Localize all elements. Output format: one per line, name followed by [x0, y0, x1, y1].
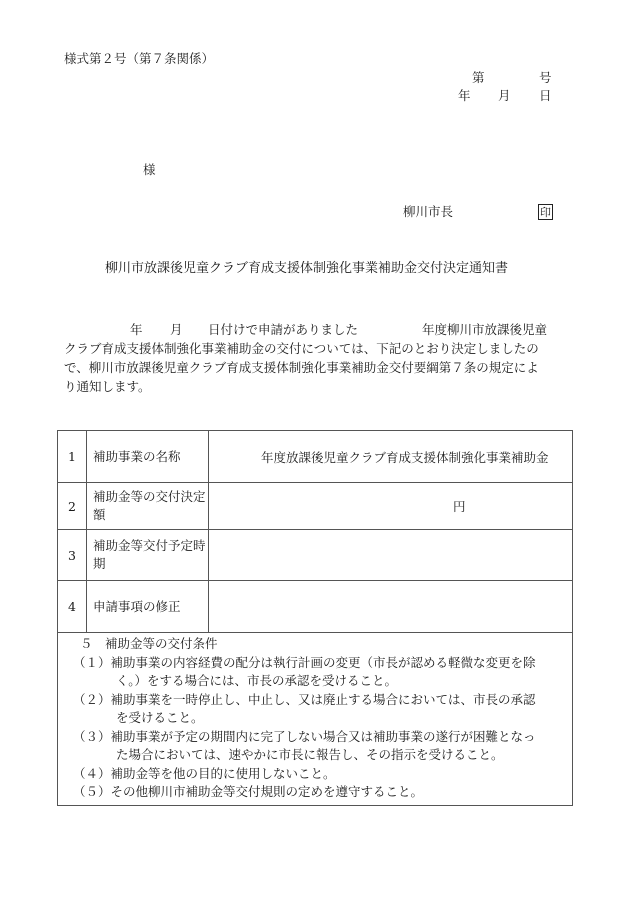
row-number: 1 — [58, 431, 87, 482]
body-dated-phrase: 日付けで申請がありました — [208, 322, 359, 337]
row-label: 補助金等交付予定時期 — [86, 530, 209, 580]
document-title: 柳川市放課後児童クラブ育成支援体制強化事業補助金交付決定通知書 — [105, 261, 509, 276]
date-year-label: 年 — [458, 88, 471, 103]
table-row — [58, 530, 572, 581]
body-year-label: 年 — [130, 322, 143, 337]
row-label: 申請事項の修正 — [86, 581, 209, 632]
date-month-label: 月 — [498, 88, 511, 103]
condition-item-1: （１）補助事業の内容経費の配分は執行計画の変更（市長が認める軽微な変更を除 — [73, 655, 536, 670]
condition-item-3: （３）補助事業が予定の期間内に完了しない場合又は補助事業の遂行が困難となっ — [73, 729, 536, 744]
document-number-label: 第 — [472, 70, 485, 85]
issuer-title: 柳川市長 — [403, 204, 454, 219]
row-value — [209, 530, 572, 580]
grant-amount-unit: 円 — [453, 499, 466, 514]
body-fiscal-phrase: 年度柳川市放課後児童 — [422, 322, 548, 337]
form-number: 様式第２号（第７条関係） — [64, 51, 215, 66]
condition-item-5: （５）その他柳川市補助金等交付規則の定めを遵守すること。 — [73, 784, 424, 799]
condition-item-3-continued: た場合においては、速やかに市長に報告し、その指示を受けること。 — [116, 747, 504, 762]
condition-item-4: （４）補助金等を他の目的に使用しないこと。 — [73, 766, 336, 781]
condition-item-2-continued: を受けること。 — [116, 710, 204, 725]
table-row — [58, 431, 572, 483]
seal-mark: 印 — [540, 205, 551, 219]
document-number-suffix: 号 — [539, 70, 552, 85]
row-value — [209, 431, 572, 482]
table-row — [58, 581, 572, 633]
row-value — [209, 483, 572, 529]
row-number: 3 — [58, 530, 87, 580]
body-paragraph-line-3: で、柳川市放課後児童クラブ育成支援体制強化事業補助金交付要綱第７条の規定によ — [64, 360, 539, 375]
row-number: 4 — [58, 581, 87, 632]
row-label: 補助事業の名称 — [86, 431, 209, 482]
table-row — [58, 483, 572, 530]
row-value — [209, 581, 572, 632]
project-name-value: 年度放課後児童クラブ育成支援体制強化事業補助金 — [261, 449, 549, 465]
condition-item-2: （２）補助事業を一時停止し、中止し、又は廃止する場合においては、市長の承認 — [73, 692, 536, 707]
conditions-heading: ５ 補助金等の交付条件 — [80, 636, 218, 651]
date-day-label: 日 — [539, 88, 552, 103]
body-paragraph-line-4: り通知します。 — [64, 379, 151, 394]
addressee-honorific: 様 — [143, 162, 156, 177]
row-number: 2 — [58, 483, 87, 529]
body-paragraph-line-2: クラブ育成支援体制強化事業補助金の交付については、下記のとおり決定しましたの — [64, 341, 539, 356]
row-label: 補助金等の交付決定額 — [86, 483, 209, 529]
details-table — [57, 430, 573, 806]
condition-item-1-continued: く。）をする場合には、市長の承認を受けること。 — [116, 673, 398, 688]
grant-conditions — [58, 633, 572, 805]
body-month-label: 月 — [170, 322, 183, 337]
